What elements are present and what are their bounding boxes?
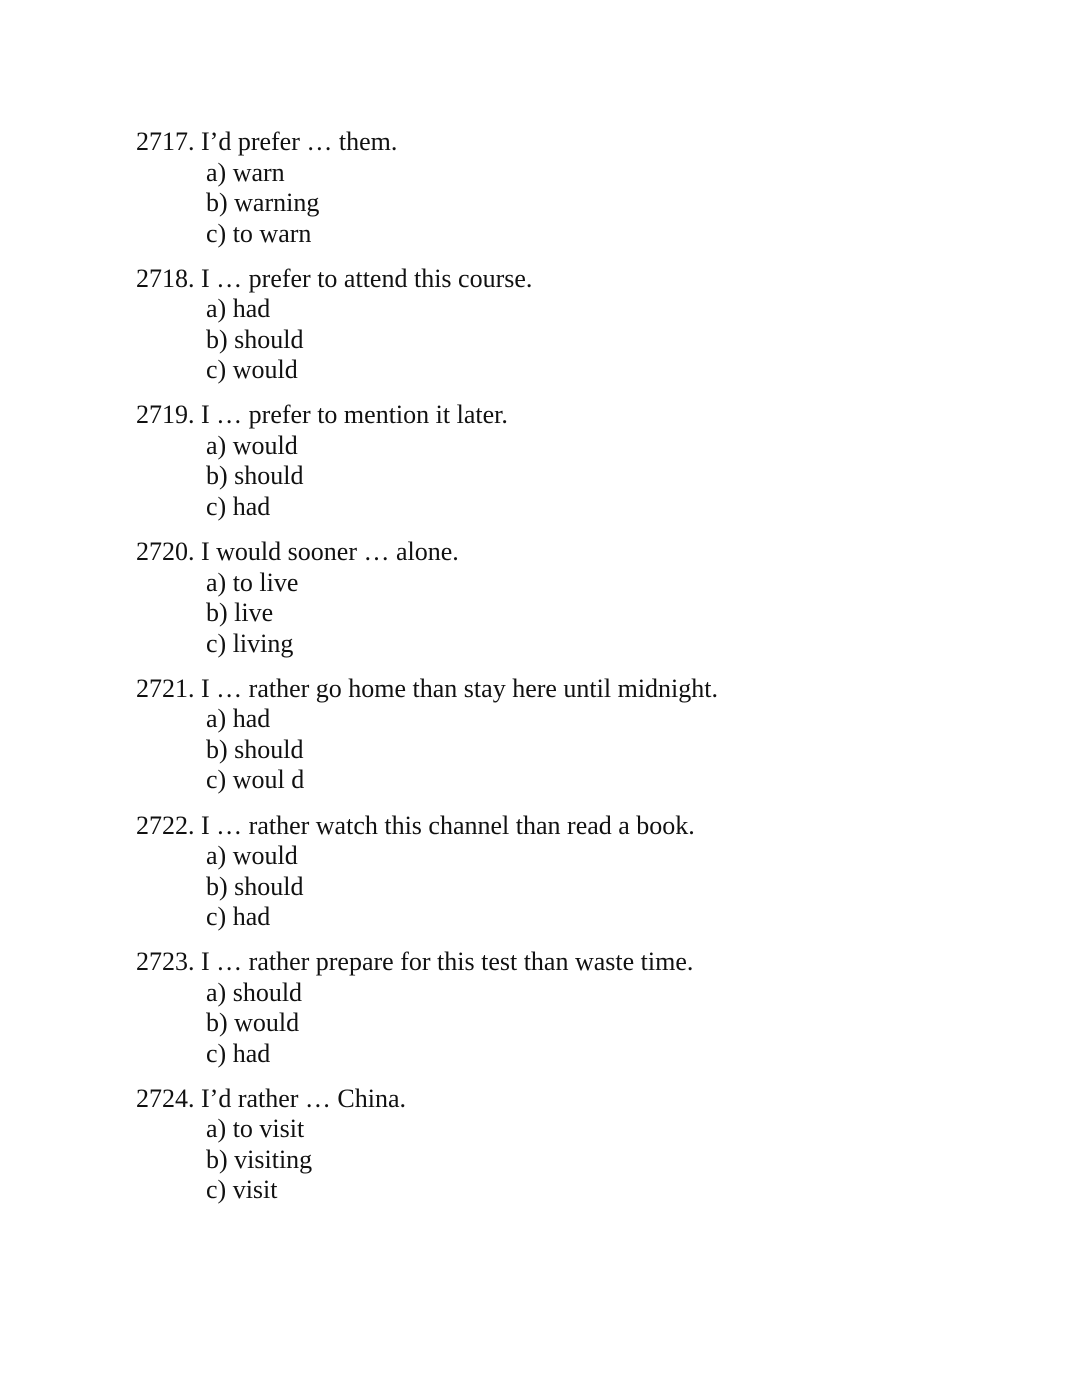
question-stem: 2719. I … prefer to mention it later.: [136, 400, 508, 430]
answer-option: c) had: [206, 902, 271, 931]
answer-option: b) should: [206, 324, 304, 354]
question-block: [136, 400, 1036, 522]
answer-option: a) to live: [206, 567, 299, 597]
answer-option: b) live: [206, 598, 274, 628]
question-block: [136, 127, 1036, 249]
answer-option: a) should: [206, 977, 303, 1007]
answer-option: b) should: [206, 734, 304, 764]
answer-option: a) had: [206, 704, 271, 734]
answer-option: a) to visit: [206, 1114, 305, 1144]
answer-option: a) had: [206, 294, 271, 324]
answer-option: b) would: [206, 1008, 300, 1038]
question-block: [136, 537, 1036, 659]
question-block: [136, 947, 1036, 1069]
question-block: [136, 674, 1036, 796]
answer-option: c) woul d: [206, 765, 305, 795]
answer-option: a) would: [206, 841, 298, 870]
question-stem: 2717. I’d prefer … them.: [136, 127, 398, 156]
answer-option: c) had: [206, 491, 271, 521]
question-stem: 2723. I … rather prepare for this test than waste time.: [136, 947, 694, 977]
answer-option: c) would: [206, 355, 298, 385]
question-block: [136, 1084, 1036, 1206]
answer-option: b) should: [206, 871, 304, 901]
answer-option: a) would: [206, 430, 298, 460]
answer-option: a) warn: [206, 157, 285, 187]
answer-option: b) should: [206, 461, 304, 491]
answer-option: b) warning: [206, 188, 320, 217]
answer-option: c) living: [206, 628, 294, 658]
answer-option: b) visiting: [206, 1144, 313, 1174]
question-stem: 2722. I … rather watch this channel than read a book.: [136, 810, 695, 840]
answer-option: c) had: [206, 1038, 271, 1068]
answer-option: c) visit: [206, 1175, 278, 1205]
question-stem: 2721. I … rather go home than stay here until midnight.: [136, 673, 718, 703]
answer-option: c) to warn: [206, 218, 312, 248]
question-block: [136, 811, 1036, 933]
question-stem: 2724. I’d rather … China.: [136, 1083, 407, 1113]
question-stem: 2720. I would sooner … alone.: [136, 537, 459, 567]
question-block: [136, 264, 1036, 386]
question-stem: 2718. I … prefer to attend this course.: [136, 263, 533, 293]
